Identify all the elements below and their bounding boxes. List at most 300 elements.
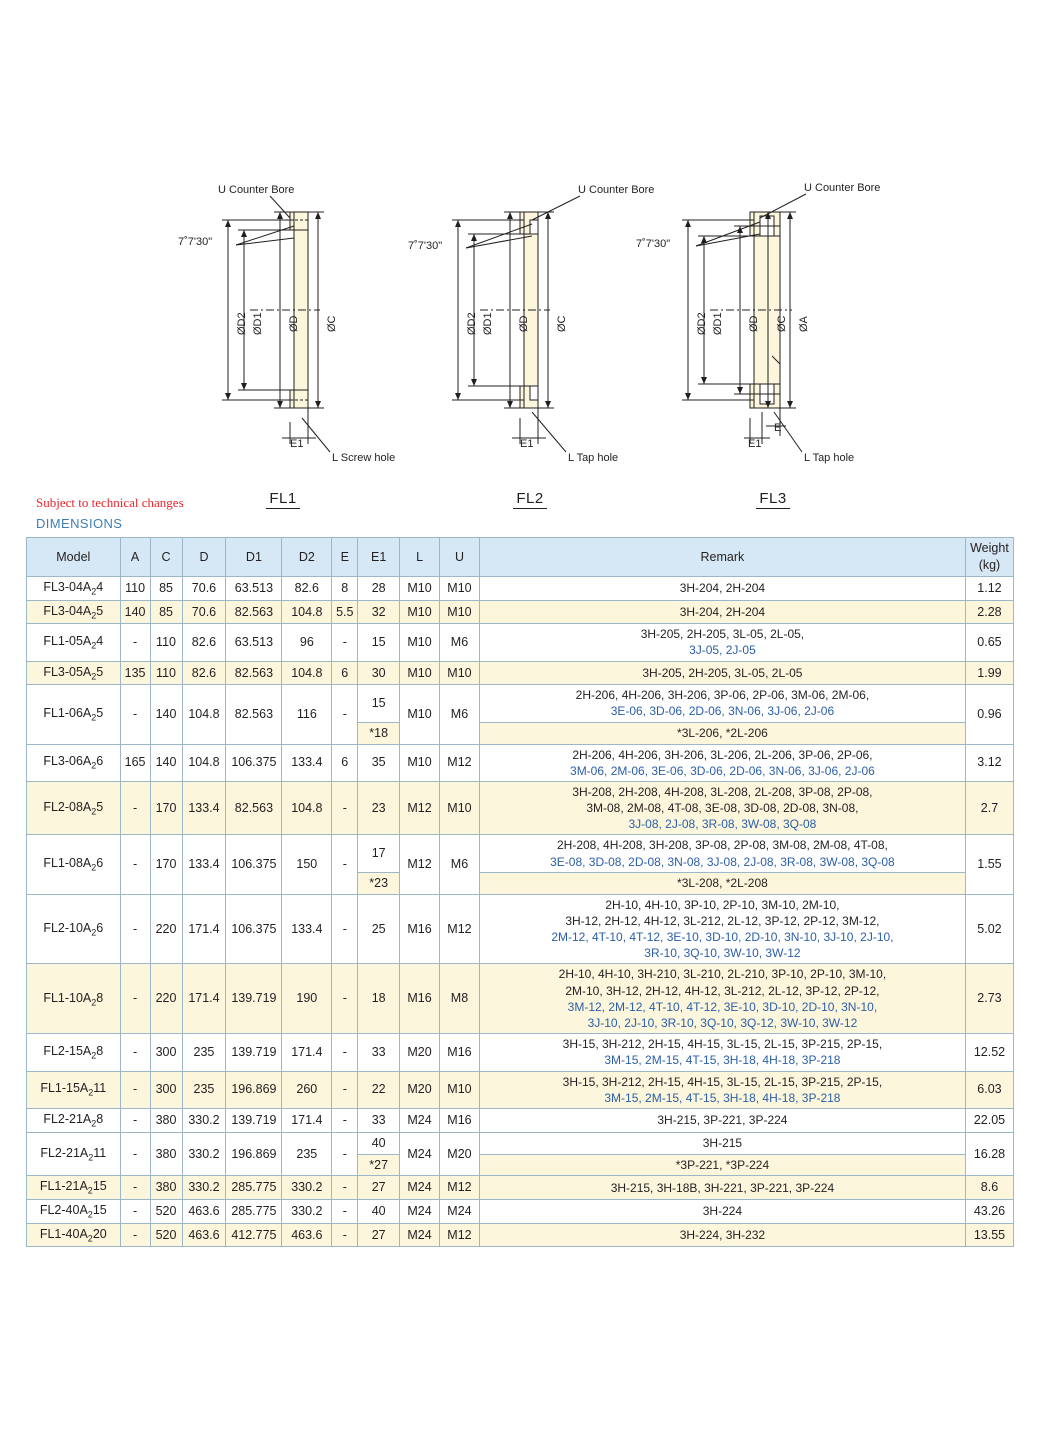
cell-u: M10 <box>440 1071 480 1108</box>
cell-a: - <box>120 1071 150 1108</box>
cell-l: M24 <box>400 1200 440 1224</box>
cell-l: M10 <box>400 577 440 601</box>
cell-l: M24 <box>400 1108 440 1132</box>
cell-remark-bottom <box>479 722 965 744</box>
cell-model: $FL1-10A_28$ <box>27 964 121 1034</box>
cell-u: M12 <box>440 894 480 964</box>
cell-model: $FL3-04A_25$ <box>27 600 121 624</box>
remark-line: 3E-08, 3D-08, 2D-08, 3N-08, 3J-08, 2J-08, 3R-08, 3W-08, 3Q-08 <box>550 854 895 869</box>
cell-e1: 22 <box>358 1071 400 1108</box>
cell-weight: 0.65 <box>965 624 1013 661</box>
col-c: C <box>150 538 182 577</box>
cell-c: 85 <box>150 600 182 624</box>
cell-d2: 330.2 <box>282 1200 332 1224</box>
cell-weight: 5.02 <box>965 894 1013 964</box>
cell-remark <box>479 781 965 835</box>
col-remark: Remark <box>479 538 965 577</box>
fl3-caption: FL3 <box>608 490 938 507</box>
cell-e1-bottom: *23 <box>358 872 400 894</box>
cell-e1: 28 <box>358 577 400 601</box>
cell-u: M16 <box>440 1034 480 1071</box>
cell-l: M16 <box>400 894 440 964</box>
cell-d2: 82.6 <box>282 577 332 601</box>
cell-d1: 106.375 <box>226 835 282 894</box>
remark-line: 3J-10, 2J-10, 3R-10, 3Q-10, 3Q-12, 3W-10, 3W-12 <box>587 1016 858 1031</box>
cell-model: $FL3-06A_26$ <box>27 744 121 781</box>
cell-l: M10 <box>400 744 440 781</box>
cell-remark <box>479 1200 965 1224</box>
cell-d2: 190 <box>282 964 332 1034</box>
fl3-u-counter-bore-label: U Counter Bore <box>804 182 881 194</box>
col-d: D <box>182 538 226 577</box>
cell-d1: 139.719 <box>226 1108 282 1132</box>
remark-line: 3H-204, 2H-204 <box>679 604 766 619</box>
cell-e1-top: 15 <box>358 685 400 722</box>
cell-d1: 412.775 <box>226 1223 282 1247</box>
cell-l: M16 <box>400 964 440 1034</box>
cell-d1: 82.563 <box>226 781 282 835</box>
cell-a: - <box>120 1200 150 1224</box>
weight-header-line1: Weight <box>970 541 1009 556</box>
fl3-dim-d1: ØD1 <box>712 312 724 335</box>
fl2-hole-label: L Tap hole <box>568 452 619 464</box>
cell-e: 6 <box>332 661 358 685</box>
cell-remark <box>479 577 965 601</box>
cell-weight: 2.7 <box>965 781 1013 835</box>
remark-line: 3H-15, 3H-212, 2H-15, 4H-15, 3L-15, 2L-15, 3P-215, 2P-15, <box>562 1074 883 1089</box>
cell-a: - <box>120 894 150 964</box>
fl2-dim-c: ØC <box>556 315 568 332</box>
cell-d1: 196.869 <box>226 1071 282 1108</box>
cell-d2: 150 <box>282 835 332 894</box>
cell-weight: 2.28 <box>965 600 1013 624</box>
cell-c: 140 <box>150 744 182 781</box>
cell-d: 133.4 <box>182 781 226 835</box>
cell-e: - <box>332 1034 358 1071</box>
cell-model: $FL1-21A_215$ <box>27 1176 121 1200</box>
cell-d1: 63.513 <box>226 577 282 601</box>
fl2-dim-d2: ØD2 <box>466 312 478 335</box>
weight-header-line2: (kg) <box>978 558 1001 572</box>
cell-d1: 106.375 <box>226 894 282 964</box>
col-e: E <box>332 538 358 577</box>
remark-line: 3H-205, 2H-205, 3L-05, 2L-05 <box>642 665 803 680</box>
cell-c: 110 <box>150 624 182 661</box>
fl3-dim-a: ØA <box>798 316 810 332</box>
cell-model: $FL3-04A_24$ <box>27 577 121 601</box>
fl3-dim-c: ØC <box>776 315 788 332</box>
cell-l: M24 <box>400 1223 440 1247</box>
cell-u: M24 <box>440 1200 480 1224</box>
cell-a: - <box>120 624 150 661</box>
cell-e1: 40 <box>358 1200 400 1224</box>
cell-d2: 171.4 <box>282 1108 332 1132</box>
cell-model: $FL1-08A_26$ <box>27 835 121 894</box>
fl1-dim-c: ØC <box>326 315 338 332</box>
table-row <box>27 894 1014 964</box>
col-l: L <box>400 538 440 577</box>
cell-e1: 18 <box>358 964 400 1034</box>
fl1-angle-label: 7˚7'30" <box>178 236 213 248</box>
cell-model: $FL1-40A_220$ <box>27 1223 121 1247</box>
cell-e: - <box>332 624 358 661</box>
table-row <box>27 1071 1014 1108</box>
table-row <box>27 964 1014 1034</box>
cell-d2: 330.2 <box>282 1176 332 1200</box>
cell-e: - <box>332 781 358 835</box>
cell-e1-bottom: *18 <box>358 722 400 744</box>
cell-a: - <box>120 1034 150 1071</box>
cell-weight: 43.26 <box>965 1200 1013 1224</box>
table-row <box>27 624 1014 661</box>
cell-l: M10 <box>400 685 440 744</box>
table-row <box>27 781 1014 835</box>
cell-e1: 23 <box>358 781 400 835</box>
table-body <box>27 577 1014 1247</box>
cell-u: M10 <box>440 661 480 685</box>
cell-e1: 27 <box>358 1223 400 1247</box>
table-row <box>27 1132 1014 1154</box>
cell-a: - <box>120 781 150 835</box>
cell-d2: 96 <box>282 624 332 661</box>
cell-e1: 35 <box>358 744 400 781</box>
cell-d: 330.2 <box>182 1108 226 1132</box>
fl1-dim-d: ØD <box>288 315 300 332</box>
cell-weight: 8.6 <box>965 1176 1013 1200</box>
cell-d2: 104.8 <box>282 661 332 685</box>
col-model: Model <box>27 538 121 577</box>
cell-c: 380 <box>150 1176 182 1200</box>
cell-u: M8 <box>440 964 480 1034</box>
cell-u: M20 <box>440 1132 480 1176</box>
cell-remark <box>479 1223 965 1247</box>
cell-d: 463.6 <box>182 1200 226 1224</box>
cell-d1: 82.563 <box>226 685 282 744</box>
cell-c: 220 <box>150 894 182 964</box>
cell-model: $FL2-15A_28$ <box>27 1034 121 1071</box>
cell-e1-top: 17 <box>358 835 400 872</box>
remark-line: 3H-215 <box>702 1135 743 1150</box>
cell-u: M12 <box>440 744 480 781</box>
cell-remark <box>479 1034 965 1071</box>
fl1-dim-d1: ØD1 <box>252 312 264 335</box>
cell-l: M24 <box>400 1176 440 1200</box>
cell-weight: 16.28 <box>965 1132 1013 1176</box>
table-row <box>27 1200 1014 1224</box>
fl2-angle-label: 7˚7'30" <box>408 240 443 252</box>
cell-e: - <box>332 685 358 744</box>
cell-e: - <box>332 1200 358 1224</box>
cell-d2: 171.4 <box>282 1034 332 1071</box>
cell-c: 170 <box>150 781 182 835</box>
cell-l: M10 <box>400 600 440 624</box>
cell-d2: 133.4 <box>282 744 332 781</box>
cell-remark-bottom <box>479 872 965 894</box>
cell-e: - <box>332 1071 358 1108</box>
technical-changes-note: Subject to technical changes <box>36 495 184 510</box>
cell-e1-top: 40 <box>358 1132 400 1154</box>
cell-d: 330.2 <box>182 1132 226 1176</box>
cell-a: - <box>120 1132 150 1176</box>
cell-l: M10 <box>400 661 440 685</box>
cell-d2: 260 <box>282 1071 332 1108</box>
cell-d: 235 <box>182 1034 226 1071</box>
cell-d1: 139.719 <box>226 1034 282 1071</box>
cell-a: - <box>120 1108 150 1132</box>
cell-d: 104.8 <box>182 744 226 781</box>
cell-weight: 6.03 <box>965 1071 1013 1108</box>
cell-d: 463.6 <box>182 1223 226 1247</box>
cell-c: 300 <box>150 1034 182 1071</box>
remark-line: *3L-208, *2L-208 <box>677 876 768 891</box>
dimensions-table <box>26 537 1014 1247</box>
cell-u: M6 <box>440 685 480 744</box>
remark-line: 3H-15, 3H-212, 2H-15, 4H-15, 3L-15, 2L-15, 3P-215, 2P-15, <box>562 1037 883 1052</box>
cell-a: 140 <box>120 600 150 624</box>
fl3-dim-d: ØD <box>748 315 760 332</box>
cell-d1: 82.563 <box>226 661 282 685</box>
cell-remark-top <box>479 685 965 722</box>
remark-line: 2H-206, 4H-206, 3H-206, 3P-06, 2P-06, 3M-06, 2M-06, <box>575 688 870 703</box>
cell-weight: 1.99 <box>965 661 1013 685</box>
cell-remark-top <box>479 835 965 872</box>
cell-remark <box>479 964 965 1034</box>
table-row <box>27 661 1014 685</box>
cell-u: M12 <box>440 1176 480 1200</box>
cell-c: 110 <box>150 661 182 685</box>
fl1-u-counter-bore-label: U Counter Bore <box>218 184 295 196</box>
cell-d1: 285.775 <box>226 1200 282 1224</box>
cell-d2: 104.8 <box>282 600 332 624</box>
remark-line: 2M-12, 4T-10, 4T-12, 3E-10, 3D-10, 2D-10, 3N-10, 3J-10, 2J-10, <box>551 930 894 945</box>
cell-l: M24 <box>400 1132 440 1176</box>
fl2-dim-d: ØD <box>518 315 530 332</box>
cell-e: 5.5 <box>332 600 358 624</box>
remark-line: 3R-10, 3Q-10, 3W-10, 3W-12 <box>644 946 801 961</box>
cell-weight: 1.55 <box>965 835 1013 894</box>
remark-line: 3H-215, 3P-221, 3P-224 <box>657 1113 788 1128</box>
remark-line: 3H-204, 2H-204 <box>679 581 766 596</box>
remark-line: 3M-08, 2M-08, 4T-08, 3E-08, 3D-08, 2D-08, 3N-08, <box>586 801 859 816</box>
fl3-dim-d2: ØD2 <box>696 312 708 335</box>
cell-l: M12 <box>400 835 440 894</box>
dimensions-heading: DIMENSIONS <box>36 516 123 531</box>
col-weight <box>965 538 1013 577</box>
cell-a: 110 <box>120 577 150 601</box>
col-a: A <box>120 538 150 577</box>
cell-d2: 235 <box>282 1132 332 1176</box>
cell-d: 171.4 <box>182 964 226 1034</box>
fl1-hole-label: L Screw hole <box>332 452 396 464</box>
cell-weight: 2.73 <box>965 964 1013 1034</box>
cell-c: 380 <box>150 1132 182 1176</box>
cell-a: - <box>120 1176 150 1200</box>
remark-line: 3H-12, 2H-12, 4H-12, 3L-212, 2L-12, 3P-12, 2P-12, 3M-12, <box>565 913 880 928</box>
cell-remark <box>479 1176 965 1200</box>
cell-d: 82.6 <box>182 661 226 685</box>
cell-a: - <box>120 1223 150 1247</box>
cell-d1: 196.869 <box>226 1132 282 1176</box>
cell-weight: 1.12 <box>965 577 1013 601</box>
table-row <box>27 1108 1014 1132</box>
cell-e: 8 <box>332 577 358 601</box>
cell-d1: 63.513 <box>226 624 282 661</box>
cell-u: M16 <box>440 1108 480 1132</box>
drawings-area <box>0 160 1040 515</box>
table-row <box>27 1034 1014 1071</box>
cell-d2: 104.8 <box>282 781 332 835</box>
cell-l: M12 <box>400 781 440 835</box>
remark-line: 2H-10, 4H-10, 3P-10, 2P-10, 3M-10, 2M-10, <box>605 897 840 912</box>
cell-remark <box>479 894 965 964</box>
cell-weight: 22.05 <box>965 1108 1013 1132</box>
cell-c: 300 <box>150 1071 182 1108</box>
cell-u: M6 <box>440 624 480 661</box>
cell-d: 70.6 <box>182 600 226 624</box>
fl1-caption: FL1 <box>118 490 448 507</box>
cell-e: - <box>332 964 358 1034</box>
cell-e1-bottom: *27 <box>358 1154 400 1176</box>
cell-remark <box>479 1108 965 1132</box>
cell-model: $FL3-05A_25$ <box>27 661 121 685</box>
remark-line: 3H-224 <box>702 1204 743 1219</box>
remark-line: 3M-15, 2M-15, 4T-15, 3H-18, 4H-18, 3P-218 <box>604 1090 841 1105</box>
cell-a: 165 <box>120 744 150 781</box>
cell-u: M10 <box>440 577 480 601</box>
cell-u: M12 <box>440 1223 480 1247</box>
cell-d1: 106.375 <box>226 744 282 781</box>
col-e1: E1 <box>358 538 400 577</box>
remark-line: 3H-205, 2H-205, 3L-05, 2L-05, <box>640 627 805 642</box>
remark-line: 3H-208, 2H-208, 4H-208, 3L-208, 2L-208, 3P-08, 2P-08, <box>572 784 873 799</box>
remark-line: 3J-08, 2J-08, 3R-08, 3W-08, 3Q-08 <box>628 817 817 832</box>
remark-line: 3H-224, 3H-232 <box>679 1227 766 1242</box>
cell-weight: 12.52 <box>965 1034 1013 1071</box>
cell-weight: 13.55 <box>965 1223 1013 1247</box>
fl3-hole-label: L Tap hole <box>804 452 855 464</box>
cell-d: 82.6 <box>182 624 226 661</box>
remark-line: 2M-10, 3H-12, 2H-12, 4H-12, 3L-212, 2L-12, 3P-12, 2P-12, <box>565 983 880 998</box>
cell-model: $FL2-40A_215$ <box>27 1200 121 1224</box>
cell-d2: 116 <box>282 685 332 744</box>
cell-d: 330.2 <box>182 1176 226 1200</box>
cell-c: 140 <box>150 685 182 744</box>
cell-model: $FL1-05A_24$ <box>27 624 121 661</box>
cell-c: 380 <box>150 1108 182 1132</box>
cell-l: M20 <box>400 1071 440 1108</box>
cell-a: - <box>120 685 150 744</box>
cell-c: 85 <box>150 577 182 601</box>
cell-e: - <box>332 894 358 964</box>
fl3-e1-label: E1 <box>748 438 762 450</box>
cell-e1: 33 <box>358 1108 400 1132</box>
cell-remark <box>479 1071 965 1108</box>
cell-l: M20 <box>400 1034 440 1071</box>
remark-line: 2H-208, 4H-208, 3H-208, 3P-08, 2P-08, 3M-08, 2M-08, 4T-08, <box>557 838 888 853</box>
remark-line: *3P-221, *3P-224 <box>675 1157 770 1172</box>
fl1-dim-d2: ØD2 <box>236 312 248 335</box>
remark-line: 3J-05, 2J-05 <box>689 643 756 658</box>
cell-e1: 30 <box>358 661 400 685</box>
col-d2: D2 <box>282 538 332 577</box>
remark-line: 2H-206, 4H-206, 3H-206, 3L-206, 2L-206, 3P-06, 2P-06, <box>572 747 873 762</box>
cell-model: $FL2-21A_28$ <box>27 1108 121 1132</box>
cell-a: - <box>120 964 150 1034</box>
cell-d1: 139.719 <box>226 964 282 1034</box>
remark-line: 3M-12, 2M-12, 4T-10, 4T-12, 3E-10, 3D-10, 2D-10, 3N-10, <box>567 999 878 1014</box>
col-d1: D1 <box>226 538 282 577</box>
fl2-dim-d1: ØD1 <box>482 312 494 335</box>
cell-d: 133.4 <box>182 835 226 894</box>
cell-d1: 82.563 <box>226 600 282 624</box>
cell-model: $FL1-06A_25$ <box>27 685 121 744</box>
cell-c: 220 <box>150 964 182 1034</box>
remark-line: 3H-215, 3H-18B, 3H-221, 3P-221, 3P-224 <box>610 1180 835 1195</box>
table-row <box>27 577 1014 601</box>
cell-c: 520 <box>150 1200 182 1224</box>
table-row <box>27 600 1014 624</box>
col-u: U <box>440 538 480 577</box>
cell-e1: 15 <box>358 624 400 661</box>
cell-d1: 285.775 <box>226 1176 282 1200</box>
remark-line: 2H-10, 4H-10, 3H-210, 3L-210, 2L-210, 3P-10, 2P-10, 3M-10, <box>558 967 887 982</box>
cell-d: 104.8 <box>182 685 226 744</box>
cell-d: 171.4 <box>182 894 226 964</box>
cell-model: $FL1-15A_211$ <box>27 1071 121 1108</box>
cell-d2: 463.6 <box>282 1223 332 1247</box>
cell-e: - <box>332 1132 358 1176</box>
cell-c: 170 <box>150 835 182 894</box>
cell-e1: 25 <box>358 894 400 964</box>
table-row <box>27 1223 1014 1247</box>
cell-e: - <box>332 835 358 894</box>
cell-u: M10 <box>440 781 480 835</box>
fl2-u-counter-bore-label: U Counter Bore <box>578 184 655 196</box>
cell-d: 70.6 <box>182 577 226 601</box>
table-header-row <box>27 538 1014 577</box>
fl3-e-label: E <box>774 422 782 434</box>
remark-line: 3E-06, 3D-06, 2D-06, 3N-06, 3J-06, 2J-06 <box>610 704 835 719</box>
cell-remark <box>479 661 965 685</box>
cell-model: $FL2-21A_211$ <box>27 1132 121 1176</box>
cell-remark <box>479 600 965 624</box>
fl2-e1-label: E1 <box>520 438 534 450</box>
cell-c: 520 <box>150 1223 182 1247</box>
cell-weight: 3.12 <box>965 744 1013 781</box>
cell-e: 6 <box>332 744 358 781</box>
cell-a: 135 <box>120 661 150 685</box>
table-row <box>27 835 1014 872</box>
cell-remark-top <box>479 1132 965 1154</box>
remark-line: 3M-06, 2M-06, 3E-06, 3D-06, 2D-06, 3N-06, 3J-06, 2J-06 <box>570 763 875 778</box>
cell-remark-bottom <box>479 1154 965 1176</box>
fl2-caption: FL2 <box>365 490 695 507</box>
cell-e: - <box>332 1223 358 1247</box>
cell-e1: 27 <box>358 1176 400 1200</box>
cell-remark <box>479 624 965 661</box>
fl1-e1-label: E1 <box>290 438 304 450</box>
fl3-angle-label: 7˚7'30" <box>636 238 671 250</box>
cell-d2: 133.4 <box>282 894 332 964</box>
table-row <box>27 1176 1014 1200</box>
cell-d: 235 <box>182 1071 226 1108</box>
cell-remark <box>479 744 965 781</box>
cell-a: - <box>120 835 150 894</box>
cell-u: M10 <box>440 600 480 624</box>
cell-model: $FL2-10A_26$ <box>27 894 121 964</box>
remark-line: 3M-15, 2M-15, 4T-15, 3H-18, 4H-18, 3P-218 <box>604 1053 841 1068</box>
table-row <box>27 744 1014 781</box>
